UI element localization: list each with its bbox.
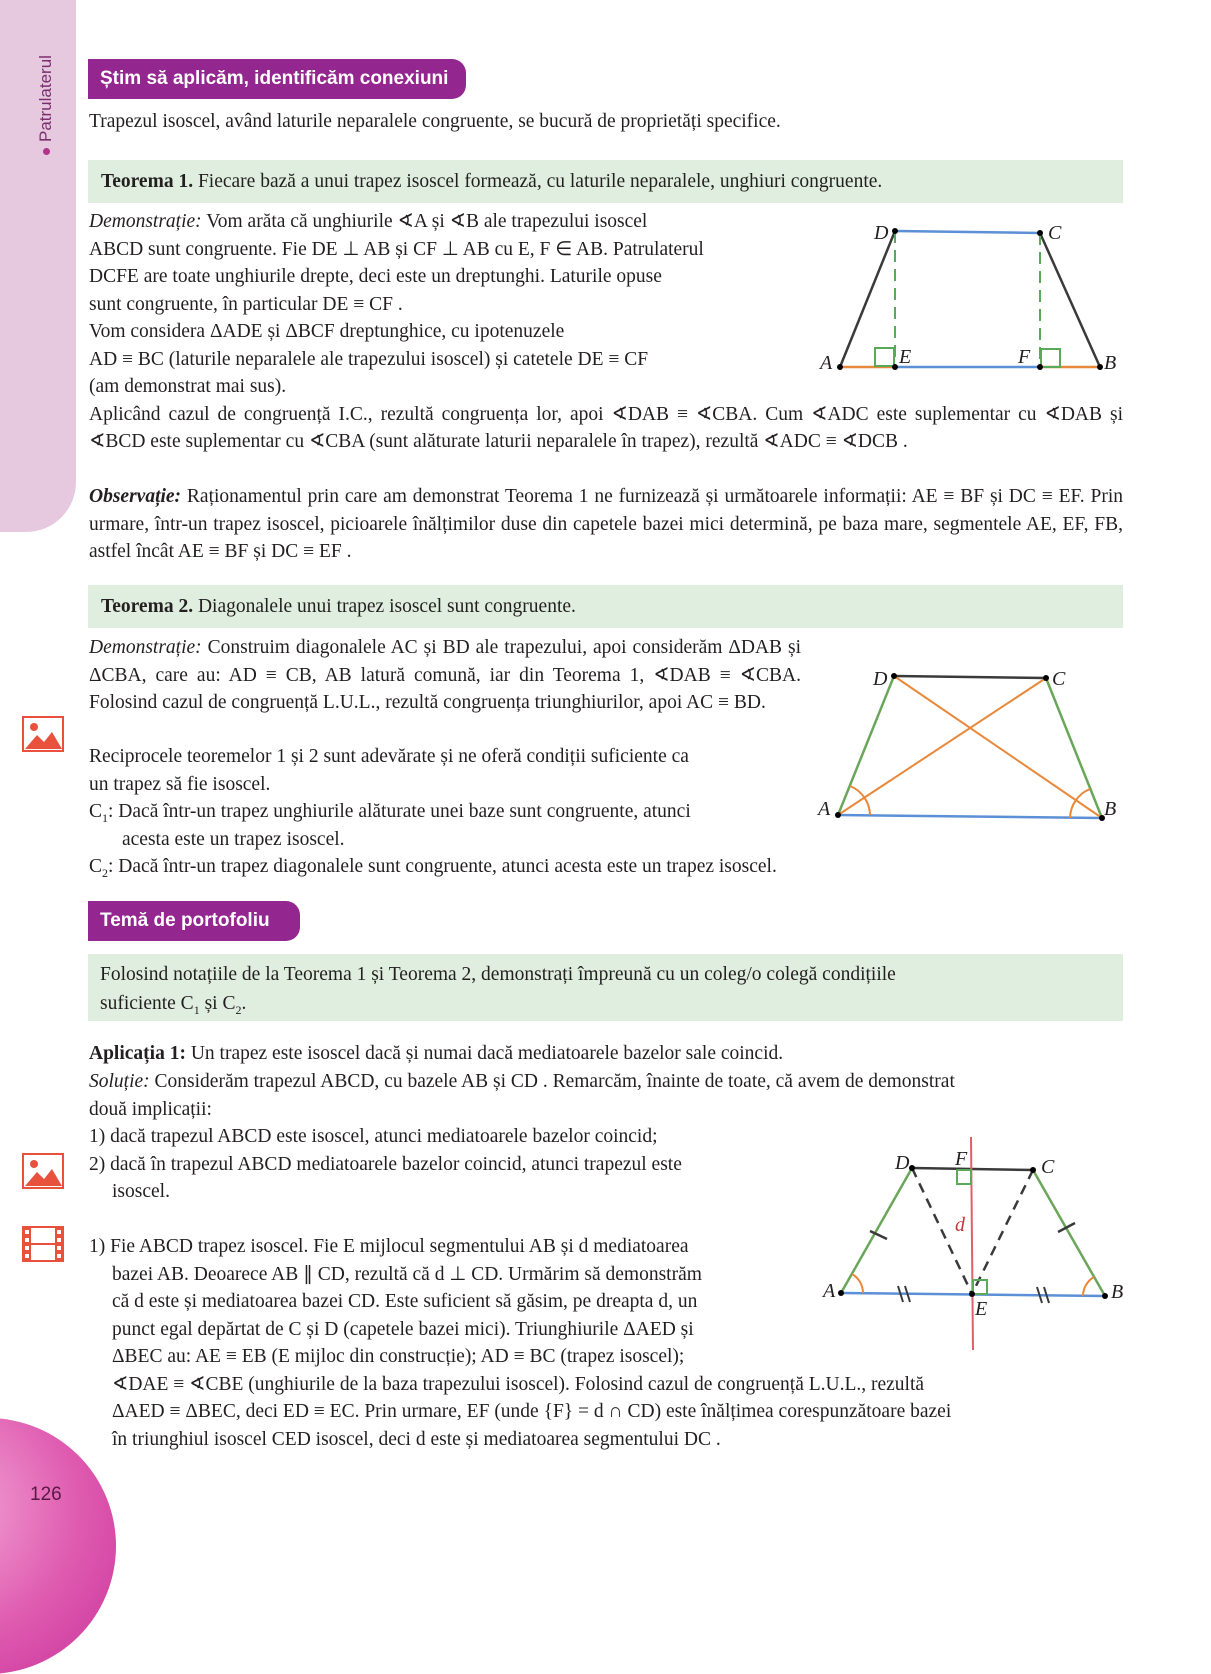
- application1-proof-line: că d este și mediatoarea bazei CD. Este suficient să găsim, pe dreapta d, un: [112, 1291, 698, 1312]
- implication-2-cont: isoscel.: [112, 1181, 170, 1202]
- right-angle-mark: [973, 1280, 987, 1294]
- right-angle-mark: [957, 1170, 971, 1184]
- reciprocal-text: un trapez să fie isoscel.: [89, 773, 271, 795]
- segment-DC: [894, 676, 1046, 678]
- image-icon[interactable]: [22, 716, 64, 752]
- section-title-apply: Știm să aplicăm, identificăm conexiuni: [88, 59, 466, 99]
- application1-proof-line: ΔBEC au: AE ≡ EB (E mijloc din construcție); AD ≡ BC (trapez isoscel);: [112, 1346, 685, 1367]
- intro-text: Trapezul isoscel, având laturile neparalele congruente, se bucură de proprietăți specifice.: [89, 111, 781, 132]
- diagonal-BD: [894, 676, 1102, 818]
- implication-2: 2) dacă în trapezul ABCD mediatoarele bazelor coincid, atunci trapezul este: [89, 1153, 682, 1175]
- vertex-label: B: [1104, 352, 1117, 374]
- segment-CB: [1046, 678, 1102, 818]
- vertex-label: D: [874, 222, 889, 244]
- chapter-label: Patrulaterul: [36, 55, 56, 155]
- theorem1-proof-line: (am demonstrat mai sus).: [89, 376, 287, 397]
- vertex-label: A: [820, 352, 833, 374]
- segment-DC: [912, 1168, 1033, 1170]
- segment-AD: [838, 676, 894, 815]
- figure-trapezoid-perpendicular-bisector: [815, 1135, 1135, 1355]
- theorem1-proof-line: ABCD sunt congruente. Fie DE ⊥ AB și CF ⊥ AB cu E, F ∈ AB. Patrulaterul: [89, 238, 704, 260]
- application1-proof-line: 1) Fie ABCD trapez isoscel. Fie E mijlocul segmentului AB și d mediatoarea: [89, 1236, 689, 1257]
- segment-CB: [1040, 233, 1100, 367]
- vertex-label: E: [975, 1298, 988, 1320]
- right-angle-mark: [875, 348, 894, 366]
- condition-c2: $C_2$: Dacă într-un trapez diagonalele sunt congruente, atunci acesta este un trapez isoscel.: [89, 856, 777, 880]
- vertex-label: C: [1041, 1156, 1055, 1178]
- condition-c1: $C_1$: Dacă într-un trapez unghiurile alăturate unei baze sunt congruente, atunci: [89, 801, 691, 825]
- theorem1-observation: Observație: Raționamentul prin care am demonstrat Teorema 1 ne furnizează și următoarele informații: AE ≡ BF și DC ≡ EF. Prin urmare, într-un trapez isoscel, picioarele înălțimilor duse din capetele bazei mici determină, pe baza mare, segmentele AE, EF, FB, astfel încât AE ≡ BF și DC ≡ EF .: [89, 486, 1124, 562]
- reciprocal-text: Reciprocele teoremelor 1 și 2 sunt adevărate și ne oferă condiții suficiente ca: [89, 746, 689, 767]
- theorem1-statement: Teorema 1. Fiecare bază a unui trapez isoscel formează, cu laturile neparalele, unghiuri congruente.: [101, 171, 883, 192]
- section-title-portfolio: Temă de portofoliu: [88, 901, 300, 941]
- segment-AD: [841, 1168, 912, 1293]
- theorem1-proof-line: DCFE are toate unghiurile drepte, deci este un dreptunghi. Laturile opuse: [89, 266, 662, 287]
- figure-trapezoid-heights: [810, 210, 1130, 380]
- application1-proof-line: ∢DAE ≡ ∢CBE (unghiurile de la baza trapezului isoscel). Folosind cazul de congruență L.U.L., rezultă: [112, 1373, 925, 1395]
- segment-AD: [840, 231, 895, 367]
- vertex-label: F: [1018, 346, 1031, 368]
- figure-trapezoid-diagonals: [810, 660, 1130, 830]
- application1-statement: Aplicația 1: Un trapez este isoscel dacă și numai dacă mediatoarele bazelor sale coincid.: [89, 1043, 784, 1064]
- application1-solution: Soluție: Considerăm trapezul ABCD, cu bazele AB și CD . Remarcăm, înainte de toate, că avem de demonstrat: [89, 1071, 955, 1092]
- theorem1-conclusion: Aplicând cazul de congruență I.C., rezultă congruența lor, apoi ∢DAB ≡ ∢CBA. Cum ∢ADC este suplementar cu ∢DAB și ∢BCD este suplementar cu ∢CBA (sunt alăturate laturii neparalele în trapez), rezultă ∢ADC ≡ ∢DCB .: [89, 403, 1123, 452]
- application1-proof-line: bazei AB. Deoarece AB ∥ CD, rezultă că d ⊥ CD. Urmărim să demonstrăm: [112, 1263, 702, 1285]
- application1-proof-line: în triunghiul isoscel CED isoscel, deci d este și mediatoarea segmentului DC .: [112, 1428, 721, 1450]
- angle-mark-B: [1083, 1277, 1094, 1296]
- vertex-label: C: [1052, 668, 1066, 690]
- segment-CB: [1033, 1170, 1105, 1296]
- theorem1-proof-line: AD ≡ BC (laturile neparalele ale trapezului isoscel) și catetele DE ≡ CF: [89, 348, 649, 370]
- vertex-label: A: [823, 1280, 836, 1302]
- angle-mark-A: [852, 1274, 863, 1293]
- page-number: 126: [30, 1484, 62, 1505]
- line-label-d: d: [955, 1214, 965, 1236]
- vertex-label: A: [818, 798, 831, 820]
- bullet-icon: [43, 148, 50, 155]
- vertex-label: F: [955, 1148, 968, 1170]
- segment-DC: [895, 231, 1040, 233]
- image-icon[interactable]: [22, 1153, 64, 1189]
- condition-c1-cont: acesta este un trapez isoscel.: [122, 828, 345, 850]
- implication-1: 1) dacă trapezul ABCD este isoscel, atunci mediatoarele bazelor coincid;: [89, 1126, 658, 1147]
- theorem1-proof-line: sunt congruente, în particular DE ≡ CF .: [89, 293, 403, 315]
- page-corner-decoration: [0, 1418, 116, 1674]
- theorem2-statement: Teorema 2. Diagonalele unui trapez isoscel sunt congruente.: [101, 596, 576, 617]
- application1-solution: două implicații:: [89, 1098, 212, 1120]
- diagonal-AC: [838, 678, 1046, 815]
- vertex-label: B: [1104, 798, 1117, 820]
- vertex-label: E: [899, 346, 912, 368]
- application1-proof-line: punct egal depărtat de C și D (capetele bazei mici). Triunghiurile ΔAED și: [112, 1318, 694, 1340]
- segment-CE: [972, 1170, 1033, 1294]
- portfolio-text: Folosind notațiile de la Teorema 1 și Teorema 2, demonstrați împreună cu un coleg/o colegă condițiile: [100, 964, 896, 985]
- vertex-label: D: [873, 668, 888, 690]
- vertex-label: B: [1111, 1281, 1124, 1303]
- portfolio-text: suficiente $C_1$ și $C_2$.: [100, 993, 247, 1017]
- right-angle-mark: [1041, 349, 1060, 367]
- theorem1-proof-line: Vom considera ΔADE și ΔBCF dreptunghice, cu ipotenuzele: [89, 321, 565, 342]
- vertex-label: C: [1048, 222, 1062, 244]
- application1-proof-line: ΔAED ≡ ΔBEC, deci ED ≡ EC. Prin urmare, EF (unde {F} = d ∩ CD) este înălțimea corespunzătoare bazei: [112, 1401, 952, 1422]
- video-icon[interactable]: [22, 1226, 64, 1262]
- segment-AB: [838, 815, 1102, 818]
- theorem1-proof-line: Demonstrație: Vom arăta că unghiurile ∢A și ∢B ale trapezului isoscel: [89, 211, 648, 232]
- theorem2-proof: Demonstrație: Construim diagonalele AC și BD ale trapezului, apoi considerăm ΔDAB și ΔCBA, care au: AD ≡ CB, AB latură comună, iar din Teorema 1, ∢DAB ≡ ∢CBA. Folosind cazul de congruență L.U.L., rezultă congruența triunghiurilor, apoi AC ≡ BD.: [89, 637, 802, 713]
- vertex-label: D: [895, 1152, 910, 1174]
